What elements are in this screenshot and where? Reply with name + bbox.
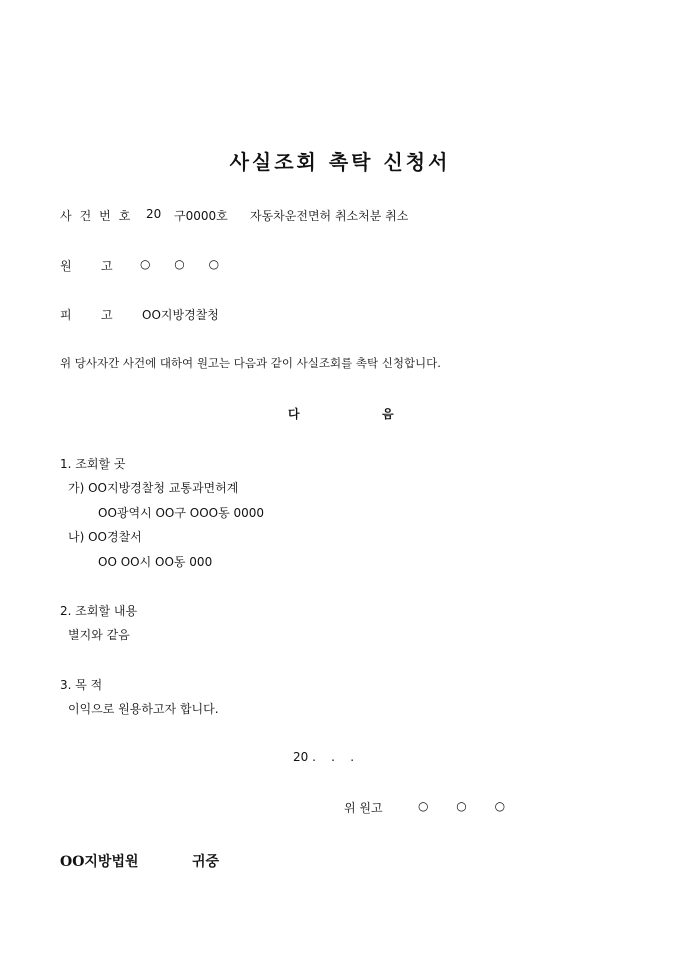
defendant-name: OO지방경찰청 [142,308,219,322]
addressee-court: OO지방법원 [60,854,139,870]
case-number-label: 사건번호 [60,209,139,223]
plaintiff-label-second: 고 [101,259,113,273]
signature-label: 위 원고 [344,801,383,815]
heading-left: 다 [288,407,300,421]
section2-body: 별지와 같음 [68,628,130,642]
section1-item-b: 나) OO경찰서 [68,530,142,544]
plaintiff-name: ○ ○ ○ [140,257,230,271]
date-line: 20 . . . [293,750,355,764]
plaintiff-label-first: 원 [60,259,72,273]
addressee-suffix: 귀중 [192,854,220,870]
defendant-label-first: 피 [60,308,72,322]
case-name: 자동차운전면허 취소처분 취소 [250,209,409,223]
defendant-label-second: 고 [101,308,113,322]
section1-item-a: 가) OO지방경찰청 교통과면허계 [68,481,239,495]
section1-item-a-address: OO광역시 OO구 OOO동 0000 [98,506,265,520]
case-year: 20 [146,207,162,221]
intro-sentence: 위 당사자간 사건에 대하여 원고는 다음과 같이 사실조회를 촉탁 신청합니다. [60,356,441,370]
case-number: 구0000호 [174,209,228,223]
document-title: 사실조회 촉탁 신청서 [229,150,451,174]
section1-title: 1. 조회할 곳 [60,457,126,471]
signature-name: ○ ○ ○ [418,799,518,813]
section2-title: 2. 조회할 내용 [60,604,138,618]
section1-item-b-address: OO OO시 OO동 000 [98,555,213,569]
section3-title: 3. 목 적 [60,678,103,692]
heading-right: 음 [382,407,394,421]
section3-body: 이익으로 원용하고자 합니다. [68,702,219,716]
